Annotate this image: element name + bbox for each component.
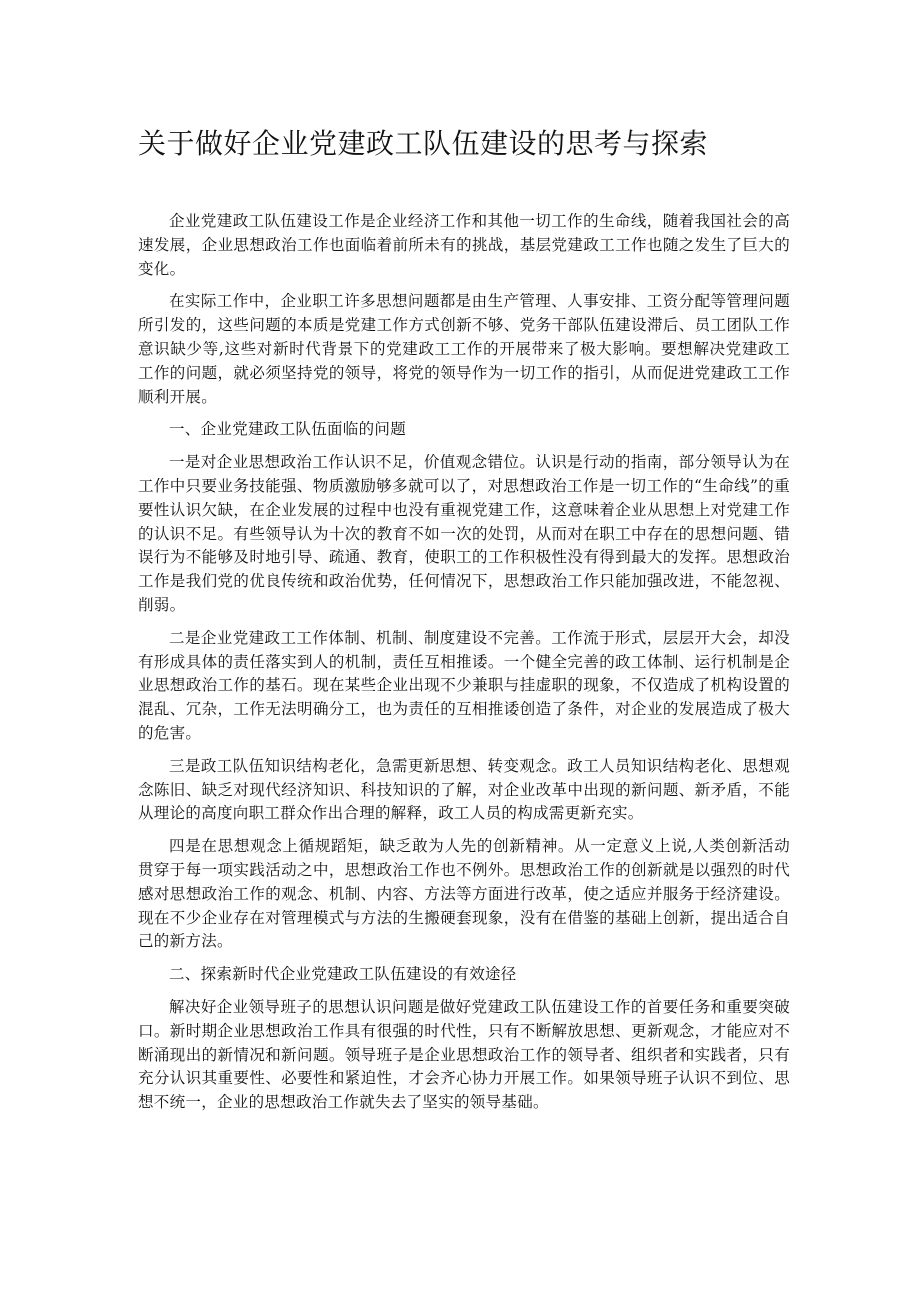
paragraph-intro: 企业党建政工队伍建设工作是企业经济工作和其他一切工作的生命线，随着我国社会的高速发展，企业思想政治工作也面临着前所未有的挑战，基层党建政工工作也随之发生了巨大的变化。 bbox=[138, 212, 790, 278]
paragraph-problem-3: 三是政工队伍知识结构老化，急需更新思想、转变观念。政工人员知识结构老化、思想观念陈旧、缺乏对现代经济知识、科技知识的了解，对企业改革中出现的新问题、新矛盾，不能从理论的高度向职工群众作出合理的解释，政工人员的构成需更新充实。 bbox=[138, 756, 790, 823]
document-title: 关于做好企业党建政工队伍建设的思考与探索 bbox=[138, 127, 709, 160]
paragraph-background: 在实际工作中，企业职工许多思想问题都是由生产管理、人事安排、工资分配等管理问题所引发的，这些问题的本质是党建工作方式创新不够、党务干部队伍建设滞后、员工团队工作意识缺少等,这些对新时代背景下的党建政工工作的开展带来了极大影响。要想解决党建政工工作的问题，就必须坚持党的领导，将党的领导作为一切工作的指引，从而促进党建政工工作顺利开展。 bbox=[138, 292, 790, 406]
paragraph-problem-4: 四是在思想观念上循规蹈矩，缺乏敢为人先的创新精神。从一定意义上说,人类创新活动贯穿于每一项实践活动之中，思想政治工作也不例外。思想政治工作的创新就是以强烈的时代感对思想政治工作的观念、机制、内容、方法等方面进行改革，使之适应并服务于经济建设。现在不少企业存在对管理模式与方法的生搬硬套现象，没有在借鉴的基础上创新，提出适合自己的新方法。 bbox=[138, 837, 790, 951]
document-body bbox=[138, 210, 790, 1124]
section-heading-problems: 一、企业党建政工队伍面临的问题 bbox=[169, 420, 407, 439]
paragraph-approach-1: 解决好企业领导班子的思想认识问题是做好党建政工队伍建设工作的首要任务和重要突破口。新时期企业思想政治工作具有很强的时代性，只有不断解放思想、更新观念，才能应对不断涌现出的新情况和新问题。领导班子是企业思想政治工作的领导者、组织者和实践者，只有充分认识其重要性、必要性和紧迫性，才会齐心协力开展工作。如果领导班子认识不到位、思想不统一，企业的思想政治工作就失去了坚实的领导基础。 bbox=[138, 997, 790, 1112]
paragraph-problem-2: 二是企业党建政工工作体制、机制、制度建设不完善。工作流于形式，层层开大会，却没有形成具体的责任落实到人的机制，责任互相推诿。一个健全完善的政工体制、运行机制是企业思想政治工作的基石。现在某些企业出现不少兼职与挂虚职的现象，不仅造成了机构设置的混乱、冗杂，工作无法明确分工，也为责任的互相推诿创造了条件，对企业的发展造成了极大的危害。 bbox=[138, 628, 790, 742]
section-heading-approaches: 二、探索新时代企业党建政工队伍建设的有效途径 bbox=[169, 965, 517, 984]
paragraph-problem-1: 一是对企业思想政治工作认识不足，价值观念错位。认识是行动的指南，部分领导认为在工作中只要业务技能强、物质激励够多就可以了，对思想政治工作是一切工作的“生命线”的重要性认识欠缺，在企业发展的过程中也没有重视党建工作，这意味着企业从思想上对党建工作的认识不足。有些领导认为十次的教育不如一次的处罚，从而对在职工中存在的思想问题、错误行为不能够及时地引导、疏通、教育，使职工的工作积极性没有得到最大的发挥。思想政治工作是我们党的优良传统和政治优势，任何情况下，思想政治工作只能加强改进，不能忽视、削弱。 bbox=[138, 453, 790, 614]
